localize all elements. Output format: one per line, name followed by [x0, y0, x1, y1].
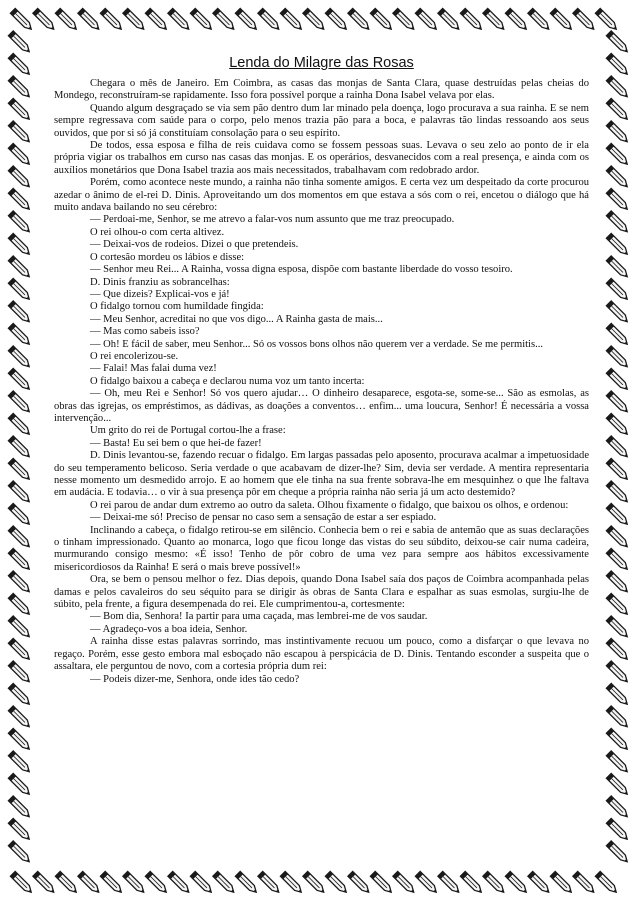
- pencil-icon: [8, 683, 31, 706]
- pencil-icon: [606, 323, 629, 346]
- pencil-icon: [8, 841, 31, 864]
- pencil-icon: [8, 773, 31, 796]
- pencil-icon: [393, 871, 416, 894]
- paragraph: Inclinando a cabeça, o fidalgo retirou-se em silêncio. Conhecia bem o rei e sabia de antemão que as suas declarações o tinham impressionado. Quanto ao monarca, logo que ficou longe das vistas do seu súbdito, deixou-se cair numa cadeira, murmurando consigo mesmo: «É isso! Tenho de pôr cobro de uma vez para sempre aos hábitos excessivamente misericordiosos da Rainha! E será o mais breve possível!»: [54, 524, 589, 573]
- pencil-icon: [505, 871, 528, 894]
- pencil-icon: [606, 503, 629, 526]
- pencil-icon: [606, 256, 629, 279]
- pencil-icon: [8, 278, 31, 301]
- pencil-icon: [8, 571, 31, 594]
- pencil-icon: [606, 31, 629, 54]
- pencil-icon: [10, 871, 33, 894]
- pencil-icon: [415, 8, 438, 31]
- paragraph: De todos, essa esposa e filha de reis cuidava como se fossem pessoas suas. Levava o seu zelo ao ponto de ir ela própria vigiar os trabalhos em curso nas casas das monjas. E os operários, desvanecidos com a real presença, e ainda com os auxílios monetários que Dona Isabel trazia aos mais necessitados, trabalhavam com redobrado ardor.: [54, 140, 589, 176]
- pencil-icon: [8, 346, 31, 369]
- paragraph: Quando algum desgraçado se via sem pão dentro dum lar minado pela doença, logo procurava a sua rainha. E se nem sempre regressava com saúde para o corpo, pelo menos trazia pão para a boca, e palavras tão lindas ressoando aos seus ouvidos, que por si só já constituíam consolação para o seu espírito.: [54, 102, 589, 139]
- paragraph: — Falai! Mas falai duma vez!: [90, 363, 217, 375]
- pencil-icon: [505, 8, 528, 31]
- paragraph: — Deixai-me só! Preciso de pensar no caso sem a sensação de estar a ser espiado.: [90, 512, 437, 524]
- pencil-icon: [606, 481, 629, 504]
- paragraph: Chegara o mês de Janeiro. Em Coimbra, as casas das monjas de Santa Clara, quase destruídas pelas cheias do Mondego, reconstruíram-se rapidamente. Isso fora possível porque a rainha Dona Isabel velava por elas.: [54, 78, 589, 102]
- paragraph: — Podeis dizer-me, Senhora, onde ides tão cedo?: [90, 673, 300, 685]
- pencil-icon: [348, 871, 371, 894]
- paragraph: — Deixai-vos de rodeios. Dizei o que pretendeis.: [90, 239, 299, 251]
- pencil-icon: [55, 871, 78, 894]
- pencil-icon: [325, 871, 348, 894]
- pencil-icon: [8, 323, 31, 346]
- pencil-icon: [8, 166, 31, 189]
- pencil-icon: [8, 818, 31, 841]
- pencil-icon: [8, 301, 31, 324]
- paragraph: — Senhor meu Rei... A Rainha, vossa digna esposa, dispõe com bastante liberdade do vosso tesoiro.: [90, 264, 513, 276]
- pencil-icon: [8, 458, 31, 481]
- pencil-icon: [606, 188, 629, 211]
- paragraph: Ora, se bem o pensou melhor o fez. Dias depois, quando Dona Isabel saía dos paços de Coimbra acompanhada pelas damas e pelos cavaleiros do seu séquito para se dirigir às obras de Santa Clara e espalhar as suas esmolas, surgiu-lhe de súbito, pela frente, a figura desempenada do rei. Ele cumprimentou-a, cortesmente:: [54, 574, 589, 611]
- pencil-icon: [8, 76, 31, 99]
- pencil-icon: [8, 706, 31, 729]
- pencil-icon: [8, 121, 31, 144]
- paragraph: A rainha disse estas palavras sorrindo, mas instintivamente recuou um pouco, como a disfarçar o que levava no regaço. Porém, esse gesto embora mal esboçado não escapou à perspicácia de D. Dinis. Tentando esconder a suspeita que o assaltara, ele perguntou de novo, com a cortesia própria dum rei:: [54, 636, 589, 673]
- paragraph: D. Dinis franziu as sobrancelhas:: [90, 276, 230, 288]
- pencil-icon: [8, 211, 31, 234]
- pencil-icon: [8, 53, 31, 76]
- pencil-icon: [415, 871, 438, 894]
- pencil-icon: [8, 391, 31, 414]
- paragraph: Um grito do rei de Portugal cortou-lhe a frase:: [90, 425, 286, 437]
- pencil-icon: [33, 871, 56, 894]
- pencil-icon: [606, 683, 629, 706]
- pencil-icon: [606, 98, 629, 121]
- pencil-icon: [33, 8, 56, 31]
- pencil-icon: [606, 143, 629, 166]
- pencil-icon: [78, 871, 101, 894]
- pencil-icon: [100, 8, 123, 31]
- paragraph: Porém, como acontece neste mundo, a rainha não tinha somente amigos. E certa vez um despeitado da corte procurou azedar o ânimo de el-rei D. Dinis. Aproveitando um dos momentos em que estava a sós com o rei, encetou o diálogo que há muito andava bailando no seu cérebro:: [54, 177, 589, 214]
- pencil-icon: [606, 728, 629, 751]
- paragraph: O rei parou de andar dum extremo ao outro da saleta. Olhou fixamente o fidalgo, que baixou os olhos, e ordenou:: [90, 499, 569, 511]
- pencil-icon: [483, 8, 506, 31]
- document-body: [54, 54, 589, 686]
- pencil-icon: [10, 8, 33, 31]
- pencil-icon: [235, 871, 258, 894]
- pencil-icon: [460, 8, 483, 31]
- pencil-icon: [606, 413, 629, 436]
- pencil-icon: [573, 8, 596, 31]
- pencil-icon: [606, 841, 629, 864]
- pencil-icon: [55, 8, 78, 31]
- pencil-icon: [606, 773, 629, 796]
- pencil-icon: [100, 871, 123, 894]
- pencil-icon: [606, 796, 629, 819]
- pencil-icon: [606, 301, 629, 324]
- pencil-icon: [8, 413, 31, 436]
- pencil-icon: [8, 31, 31, 54]
- pencil-icon: [325, 8, 348, 31]
- pencil-icon: [606, 818, 629, 841]
- pencil-icon: [303, 8, 326, 31]
- pencil-icon: [8, 368, 31, 391]
- pencil-icon: [213, 8, 236, 31]
- pencil-icon: [8, 143, 31, 166]
- pencil-icon: [168, 871, 191, 894]
- pencil-icon: [8, 728, 31, 751]
- pencil-icon: [370, 871, 393, 894]
- pencil-icon: [606, 571, 629, 594]
- pencil-icon: [145, 871, 168, 894]
- pencil-icon: [8, 98, 31, 121]
- pencil-icon: [370, 8, 393, 31]
- pencil-icon: [606, 638, 629, 661]
- pencil-icon: [78, 8, 101, 31]
- paragraph: — Basta! Eu sei bem o que hei-de fazer!: [90, 437, 262, 449]
- pencil-icon: [8, 188, 31, 211]
- pencil-icon: [606, 121, 629, 144]
- pencil-icon: [8, 548, 31, 571]
- paragraph: O fidalgo baixou a cabeça e declarou numa voz um tanto incerta:: [90, 375, 365, 387]
- pencil-icon: [606, 346, 629, 369]
- pencil-icon: [8, 796, 31, 819]
- pencil-icon: [190, 8, 213, 31]
- pencil-icon: [573, 871, 596, 894]
- paragraph: — Meu Senhor, acreditai no que vos digo... A Rainha gasta de mais...: [90, 313, 383, 325]
- pencil-icon: [8, 751, 31, 774]
- pencil-icon: [258, 871, 281, 894]
- pencil-icon: [460, 871, 483, 894]
- pencil-icon: [606, 458, 629, 481]
- pencil-icon: [123, 871, 146, 894]
- pencil-icon: [606, 526, 629, 549]
- paragraph: — Oh! E fácil de saber, meu Senhor... Só os vossos bons olhos não querem ver a verdade. Se me permitis...: [90, 338, 544, 350]
- paragraph: O cortesão mordeu os lábios e disse:: [90, 251, 245, 263]
- paragraph: — Mas como sabeis isso?: [90, 326, 200, 338]
- pencil-icon: [280, 8, 303, 31]
- document-title: Lenda do Milagre das Rosas: [229, 55, 414, 71]
- pencil-icon: [145, 8, 168, 31]
- pencil-icon: [606, 166, 629, 189]
- pencil-icon: [8, 526, 31, 549]
- pencil-icon: [550, 871, 573, 894]
- paragraph: — Perdoai-me, Senhor, se me atrevo a falar-vos num assunto que me traz preocupado.: [90, 214, 455, 226]
- pencil-icon: [606, 706, 629, 729]
- paragraph: — Oh, meu Rei e Senhor! Só vos quero ajudar… O dinheiro desaparece, esgota-se, some-se... São as esmolas, as obras das igrejas, os empréstimos, as dádivas, as doações a conventos… enfim... uma loucura, Senhor! É necessária a vossa intervenção...: [54, 388, 589, 424]
- pencil-icon: [528, 8, 551, 31]
- pencil-icon: [606, 368, 629, 391]
- pencil-icon: [606, 661, 629, 684]
- pencil-icon: [258, 8, 281, 31]
- pencil-icon: [438, 8, 461, 31]
- pencil-icon: [280, 871, 303, 894]
- pencil-icon: [8, 481, 31, 504]
- pencil-icon: [606, 211, 629, 234]
- pencil-icon: [595, 8, 618, 31]
- pencil-icon: [595, 871, 618, 894]
- pencil-icon: [8, 503, 31, 526]
- pencil-icon: [438, 871, 461, 894]
- pencil-icon: [393, 8, 416, 31]
- pencil-icon: [8, 233, 31, 256]
- paragraph: — Que dizeis? Explicai-vos e já!: [90, 288, 230, 300]
- pencil-icon: [606, 436, 629, 459]
- pencil-icon: [606, 233, 629, 256]
- pencil-icon: [8, 593, 31, 616]
- pencil-icon: [606, 53, 629, 76]
- paragraph: O rei olhou-o com certa altivez.: [90, 226, 225, 238]
- pencil-icon: [213, 871, 236, 894]
- pencil-icon: [606, 751, 629, 774]
- pencil-icon: [168, 8, 191, 31]
- pencil-icon: [483, 871, 506, 894]
- paragraph: O rei encolerizou-se.: [90, 350, 179, 362]
- pencil-icon: [190, 871, 213, 894]
- pencil-icon: [606, 616, 629, 639]
- pencil-icon: [235, 8, 258, 31]
- pencil-icon: [348, 8, 371, 31]
- pencil-icon: [8, 256, 31, 279]
- pencil-icon: [8, 661, 31, 684]
- pencil-icon: [123, 8, 146, 31]
- pencil-icon: [528, 871, 551, 894]
- pencil-icon: [303, 871, 326, 894]
- paragraph: — Agradeço-vos a boa ideia, Senhor.: [90, 623, 248, 635]
- pencil-icon: [8, 436, 31, 459]
- pencil-icon: [606, 548, 629, 571]
- paragraph-list: [54, 78, 589, 686]
- paragraph: O fidalgo tornou com humildade fingida:: [90, 301, 264, 313]
- pencil-icon: [606, 391, 629, 414]
- pencil-icon: [606, 593, 629, 616]
- pencil-icon: [606, 76, 629, 99]
- pencil-icon: [550, 8, 573, 31]
- pencil-icon: [606, 278, 629, 301]
- pencil-icon: [8, 616, 31, 639]
- paragraph: D. Dinis levantou-se, fazendo recuar o fidalgo. Em largas passadas pelo aposento, procurava acalmar a impetuosidade do seu temperamento belicoso. Seria verdade o que acabavam de dizer-lhe? Sim, devia ser verdade. A mentira representaria nesse momento um desmedido arrojo. E ao homem que ele tinha na sua frente sobrava-lhe em mesquinhez o que lhe faltava em audácia. E todavia… o vir à sua presença pôr em cheque a própria rainha não seria já um acto destemido?: [54, 450, 589, 499]
- pencil-icon: [8, 638, 31, 661]
- paragraph: — Bom dia, Senhora! Ia partir para uma caçada, mas lembrei-me de vos saudar.: [90, 611, 428, 623]
